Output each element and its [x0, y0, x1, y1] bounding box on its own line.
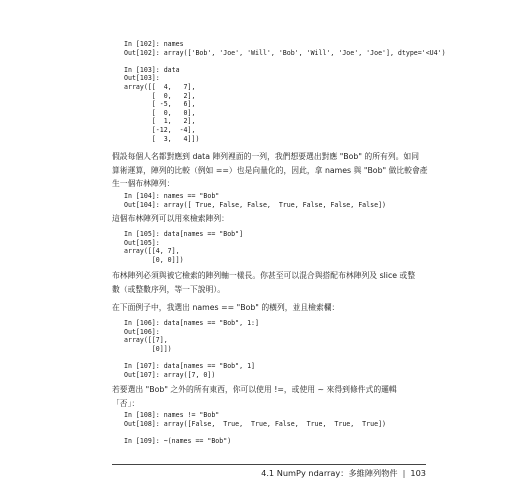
text-line: 假設每個人名都對應到 data 陣列裡面的一列，我們想要選出對應 "Bob" 的所有列。如同 [112, 152, 420, 161]
text-line: 數（或整數序列，等一下說明）。 [112, 284, 226, 294]
code-block-names-eq-bob: In [104]: names == "Bob" Out[104]: array([ True, False, False, True, False, False, False]) [124, 192, 387, 209]
paragraph-example-intro [112, 301, 424, 315]
code-block-not-equal: In [108]: names != "Bob" Out[108]: array([False, True, True, False, True, True, True]) In [109]: ~(names == "Bob") [124, 411, 387, 445]
text-line: 這個布林陣列可以用來檢索陣列： [112, 214, 229, 223]
code-block-data-bool-index: In [105]: data[names == "Bob"] Out[105]: array([[4, 7], [0, 0]]) [124, 230, 244, 264]
page-number: 103 [410, 468, 426, 478]
paragraph-negation [112, 383, 424, 410]
text-line: 若要選出 "Bob" 之外的所有東西，你可以使用 !=，或使用 ~ 來得到條件式的邏輯 [112, 385, 397, 394]
paragraph-boolean-index [112, 212, 424, 226]
code-block-column-index: In [106]: data[names == "Bob", 1:] Out[106]: array([[7], [0]]) In [107]: data[names == "Bob", 1] Out[107]: array([7, 0]) [124, 319, 259, 379]
footer-divider [112, 464, 426, 465]
text-line: 算術運算，陣列的比較（例如 ==）也是向量化的，因此，拿 names 與 "Bob" 做比較會產 [112, 165, 428, 175]
footer-section-title: 4.1 NumPy ndarray：多維陣列物件 [261, 468, 398, 478]
page-footer [261, 467, 426, 479]
text-line: 布林陣列必須與被它檢索的陣列軸一樣長。你甚至可以混合與搭配布林陣列及 slice 或整 [112, 271, 416, 280]
text-line: 「否」： [112, 398, 140, 408]
paragraph-bob-rows [112, 150, 428, 191]
footer-separator: | [402, 468, 406, 478]
paragraph-axis-length [112, 269, 424, 296]
text-line: 在下面例子中，我選出 names == "Bob" 的橫列，並且檢索欄： [112, 303, 340, 312]
text-line: 生一個布林陣列： [112, 179, 175, 189]
code-block-names-data: In [102]: names Out[102]: array(['Bob', 'Joe', 'Will', 'Bob', 'Will', 'Joe', 'Joe'], dtype='<U4') In [103]: data Out[103]: array([[ 4, 7], [ 0, 2], [ -5, 6], [ 0, 0], [ 1, 2], [-12, -4], [ 3, 4]]) [124, 40, 446, 143]
